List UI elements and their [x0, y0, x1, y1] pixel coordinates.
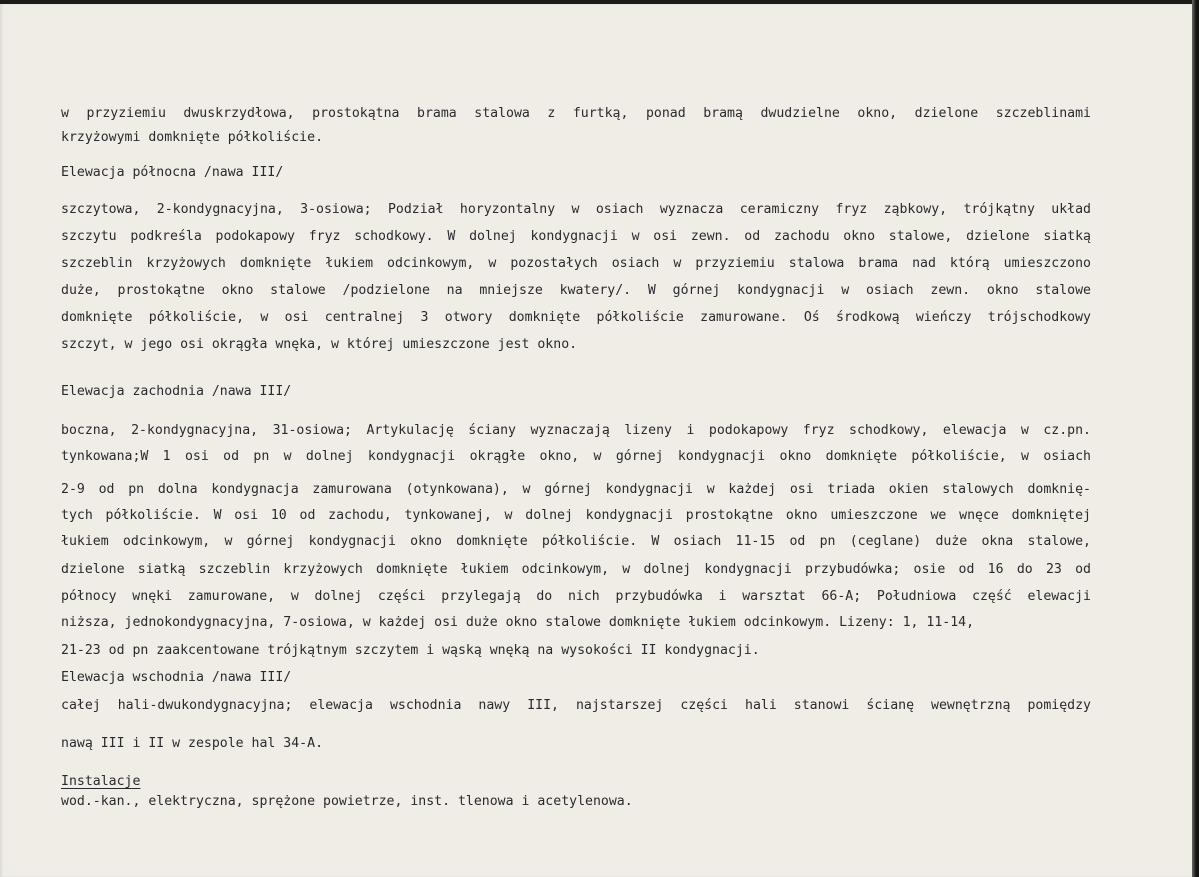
- text-line: 21-23 od pn zaakcentowane trójkątnym szczytem i wąską wnęką na wysokości II kondygnacji.: [61, 643, 760, 658]
- text-line: boczna, 2-kondygnacyjna, 31-osiowa; Artykulację ściany wyznaczają lizeny i podokapowy fryz schodkowy, elewacja w cz.pn.: [61, 423, 1091, 438]
- document-page: [0, 4, 1192, 877]
- text-line: szczyt, w jego osi okrągła wnęka, w której umieszczone jest okno.: [61, 337, 578, 352]
- section-heading: Elewacja północna /nawa III/: [61, 165, 284, 180]
- text-line: szczytowa, 2-kondygnacyjna, 3-osiowa; Podział horyzontalny w osiach wyznacza ceramiczny fryz ząbkowy, trójkątny układ: [61, 202, 1091, 217]
- scan-right-edge: [1192, 0, 1199, 877]
- section-heading: Elewacja wschodnia /nawa III/: [61, 670, 292, 685]
- text-line: północy wnęki zamurowane, w dolnej części przylegają do nich przybudówka i warsztat 66-A; Południowa część elewacji: [61, 589, 1091, 604]
- text-line: duże, prostokątne okno stalowe /podzielone na mniejsze kwatery/. W górnej kondygnacji w osiach zewn. okno stalowe: [61, 283, 1091, 298]
- text-line: szczytu podkreśla podokapowy fryz schodkowy. W dolnej kondygnacji w osi zewn. od zachodu okno stalowe, dzielone siatką: [61, 229, 1091, 244]
- text-line: tynkowana;W 1 osi od pn w dolnej kondygnacji okrągłe okno, w górnej kondygnacji okno domknięte półkoliście, w osiach: [61, 449, 1091, 464]
- text-line: łukiem odcinkowym, w górnej kondygnacji okno domknięte półkoliście. W osiach 11-15 od pn (ceglane) duże okna stalowe,: [61, 534, 1091, 549]
- text-line: krzyżowymi domknięte półkoliście.: [61, 130, 324, 145]
- text-line: dzielone siatką szczeblin krzyżowych domknięte łukiem odcinkowym, w dolnej kondygnacji przybudówka; osie od 16 do 23 od: [61, 562, 1091, 577]
- text-line: szczeblin krzyżowych domknięte łukiem odcinkowym, w pozostałych osiach w przyziemiu stalowa brama nad którą umieszczono: [61, 256, 1091, 271]
- section-heading: Elewacja zachodnia /nawa III/: [61, 384, 292, 399]
- text-line: 2-9 od pn dolna kondygnacja zamurowana (otynkowana), w górnej kondygnacji w każdej osi triada okien stalowych domknię-: [61, 482, 1091, 497]
- text-line: tych półkoliście. W osi 10 od zachodu, tynkowanej, w dolnej kondygnacji prostokątne okno umieszczone we wnęce domkniętej: [61, 508, 1091, 523]
- text-line: niższa, jednokondygnacyjna, 7-osiowa, w każdej osi duże okno stalowe domknięte łukiem odcinkowym. Lizeny: 1, 11-14,: [61, 615, 975, 630]
- text-line: wod.-kan., elektryczna, sprężone powietrze, inst. tlenowa i acetylenowa.: [61, 794, 633, 809]
- text-line: domknięte półkoliście, w osi centralnej 3 otwory domknięte półkoliście zamurowane. Oś środkową wieńczy trójschodkowy: [61, 310, 1091, 325]
- section-heading: Instalacje: [61, 774, 141, 789]
- text-line: całej hali-dwukondygnacyjna; elewacja wschodnia nawy III, najstarszej części hali stanowi ścianę wewnętrzną pomiędzy: [61, 698, 1091, 713]
- text-line: w przyziemiu dwuskrzydłowa, prostokątna brama stalowa z furtką, ponad bramą dwudzielne okno, dzielone szczeblinami: [61, 106, 1091, 121]
- text-line: nawą III i II w zespole hal 34-A.: [61, 736, 324, 751]
